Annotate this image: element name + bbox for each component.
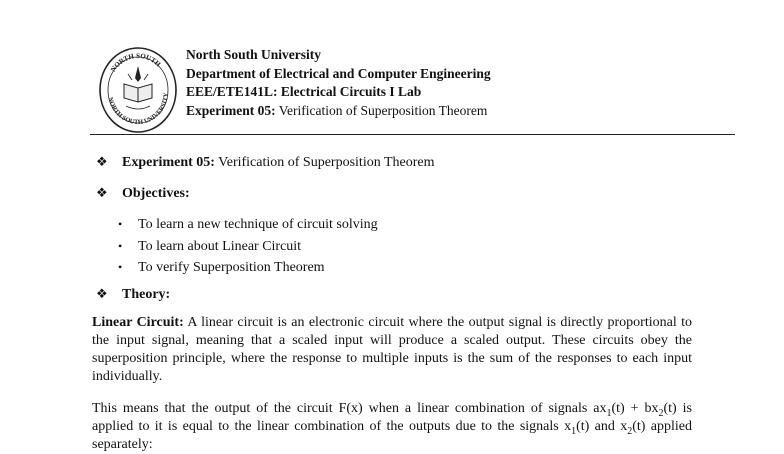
subscript: 1 <box>571 425 577 437</box>
paragraph-text: (t) and x <box>576 419 628 434</box>
linear-circuit-term: Linear Circuit: <box>92 315 184 330</box>
experiment-title: Verification of Superposition Theorem <box>214 155 435 170</box>
diamond-bullet-icon: ❖ <box>96 154 108 169</box>
paragraph-text: (t) applied separately: <box>92 419 692 452</box>
list-item <box>118 257 378 279</box>
superposition-paragraph <box>92 400 692 454</box>
theory-label: Theory: <box>122 287 171 302</box>
list-item <box>118 236 378 258</box>
header-block <box>186 46 491 120</box>
logo-text-top: NORTH SOUTH <box>109 51 163 74</box>
header-experiment-label: Experiment 05: <box>186 102 276 118</box>
paragraph-text: This means that the output of the circuit F(x) when a linear combination of signals ax <box>92 401 607 416</box>
linear-circuit-paragraph <box>92 314 692 386</box>
diamond-bullet-icon: ❖ <box>96 185 108 200</box>
course-name: EEE/ETE141L: Electrical Circuits I Lab <box>186 84 422 99</box>
subscript: 2 <box>658 407 664 419</box>
objective-text: To verify Superposition Theorem <box>138 260 325 275</box>
experiment-section <box>96 153 435 172</box>
header-experiment-title: Verification of Superposition Theorem <box>275 102 488 118</box>
linear-circuit-definition: A linear circuit is an electronic circuit where the output signal is directly proportional to the input signal, meaning that a scaled input will produce a scaled output. These circuits obey the superposition principle, where the response to multiple inputs is the sum of the responses to each input individually. <box>92 315 692 384</box>
objectives-heading <box>96 184 190 203</box>
university-name: North South University <box>186 47 322 62</box>
objectives-label: Objectives: <box>122 186 190 201</box>
university-seal-logo <box>98 44 178 134</box>
bullet-dot-icon: • <box>118 260 123 274</box>
bullet-dot-icon: • <box>118 217 123 231</box>
subscript: 2 <box>627 425 633 437</box>
diamond-bullet-icon: ❖ <box>96 286 108 301</box>
department-name: Department of Electrical and Computer Engineering <box>186 65 491 81</box>
header-divider <box>90 134 735 135</box>
bullet-dot-icon: • <box>118 238 123 253</box>
objective-text: To learn a new technique of circuit solving <box>138 217 378 232</box>
objectives-list <box>118 214 378 279</box>
objective-text: To learn about Linear Circuit <box>138 238 302 254</box>
theory-heading <box>96 285 170 304</box>
paragraph-text: (t) + bx <box>611 401 659 416</box>
subscript: 1 <box>606 407 612 419</box>
header-experiment <box>186 102 491 121</box>
list-item <box>118 214 378 236</box>
logo-text-bottom: NORTH SOUTH UNIVERSITY <box>106 92 171 127</box>
experiment-label: Experiment 05: <box>122 155 215 170</box>
paragraph-text: (t) is applied to it is equal to the linear combination of the outputs due to the signals x <box>92 401 692 434</box>
